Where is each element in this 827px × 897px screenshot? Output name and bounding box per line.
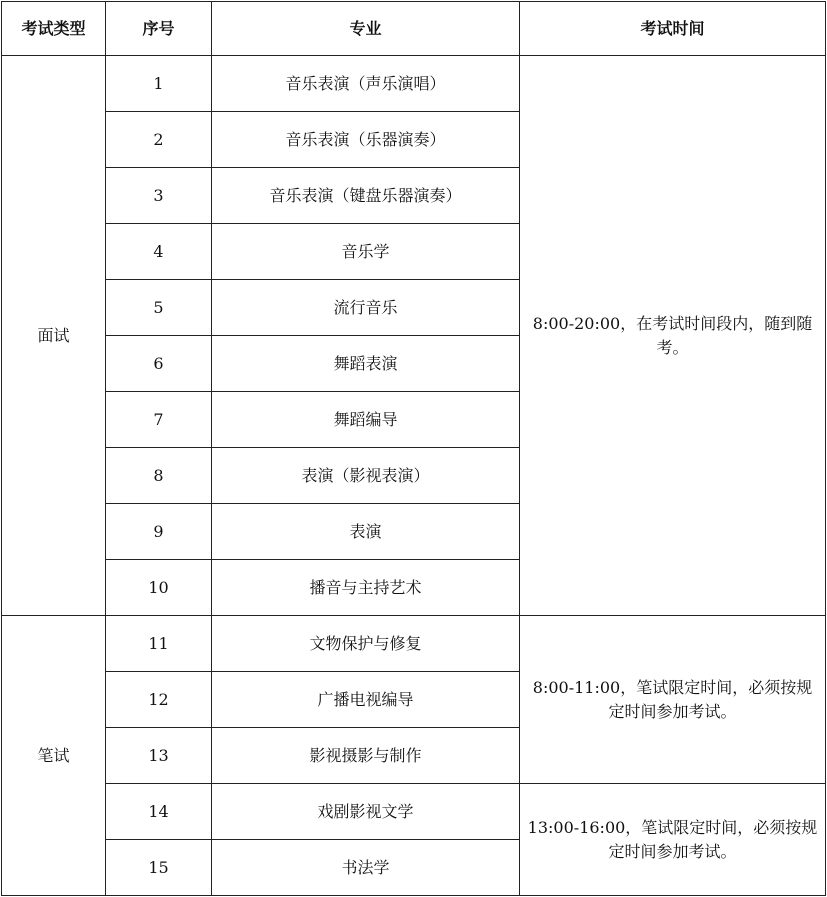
row-major: 播音与主持艺术 bbox=[212, 560, 520, 616]
row-major: 舞蹈表演 bbox=[212, 336, 520, 392]
row-number: 10 bbox=[106, 560, 212, 616]
row-major: 音乐表演（键盘乐器演奏） bbox=[212, 168, 520, 224]
row-major: 戏剧影视文学 bbox=[212, 784, 520, 840]
row-number: 11 bbox=[106, 616, 212, 672]
row-major: 表演 bbox=[212, 504, 520, 560]
row-number: 12 bbox=[106, 672, 212, 728]
row-number: 8 bbox=[106, 448, 212, 504]
header-exam-time: 考试时间 bbox=[520, 2, 826, 56]
written-morning-time: 8:00-11:00，笔试限定时间，必须按规定时间参加考试。 bbox=[520, 616, 826, 784]
row-major: 文物保护与修复 bbox=[212, 616, 520, 672]
exam-type-written: 笔试 bbox=[2, 616, 106, 896]
row-number: 3 bbox=[106, 168, 212, 224]
row-major: 舞蹈编导 bbox=[212, 392, 520, 448]
row-major: 音乐学 bbox=[212, 224, 520, 280]
exam-type-interview: 面试 bbox=[2, 56, 106, 616]
row-number: 14 bbox=[106, 784, 212, 840]
row-major: 表演（影视表演） bbox=[212, 448, 520, 504]
header-row bbox=[2, 2, 826, 56]
table-row bbox=[2, 56, 826, 112]
row-number: 2 bbox=[106, 112, 212, 168]
row-number: 4 bbox=[106, 224, 212, 280]
row-number: 15 bbox=[106, 840, 212, 896]
row-major: 广播电视编导 bbox=[212, 672, 520, 728]
row-number: 5 bbox=[106, 280, 212, 336]
header-exam-type: 考试类型 bbox=[2, 2, 106, 56]
row-major: 书法学 bbox=[212, 840, 520, 896]
row-major: 音乐表演（声乐演唱） bbox=[212, 56, 520, 112]
table-row bbox=[2, 784, 826, 840]
header-major: 专业 bbox=[212, 2, 520, 56]
row-number: 9 bbox=[106, 504, 212, 560]
row-number: 13 bbox=[106, 728, 212, 784]
row-major: 流行音乐 bbox=[212, 280, 520, 336]
row-number: 1 bbox=[106, 56, 212, 112]
header-number: 序号 bbox=[106, 2, 212, 56]
exam-schedule-table bbox=[1, 1, 826, 896]
row-number: 7 bbox=[106, 392, 212, 448]
table-row bbox=[2, 616, 826, 672]
written-afternoon-time: 13:00-16:00，笔试限定时间，必须按规定时间参加考试。 bbox=[520, 784, 826, 896]
row-major: 音乐表演（乐器演奏） bbox=[212, 112, 520, 168]
row-number: 6 bbox=[106, 336, 212, 392]
interview-time: 8:00-20:00，在考试时间段内，随到随考。 bbox=[520, 56, 826, 616]
row-major: 影视摄影与制作 bbox=[212, 728, 520, 784]
